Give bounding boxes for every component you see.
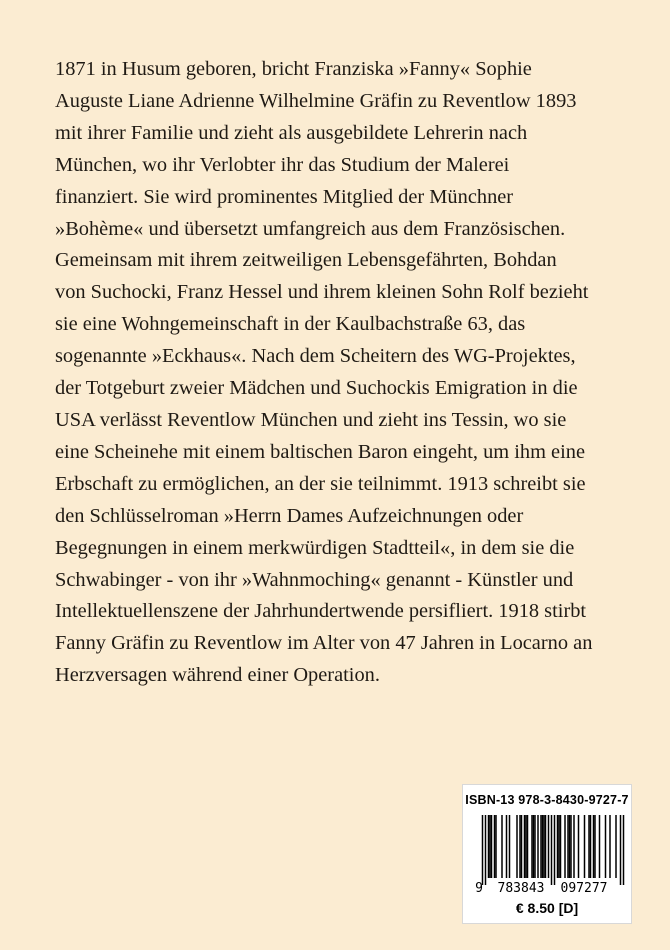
barcode-bar (570, 815, 572, 878)
barcode-bar (623, 815, 625, 885)
barcode-bar (584, 815, 586, 878)
barcode-bar (599, 815, 601, 878)
barcode-bar (516, 815, 518, 878)
blurb-line: finanziert. Sie wird prominentes Mitglied der Münchner (55, 185, 514, 208)
barcode-bar (489, 815, 491, 878)
isbn-label: ISBN-13 978-3-8430-9727-7 (465, 793, 629, 807)
barcode-bar (534, 815, 536, 878)
blurb-line: der Totgeburt zweier Mädchen und Suchockis Emigration in die (55, 377, 578, 400)
barcode-bar (569, 815, 571, 878)
barcode-bar (609, 815, 611, 878)
barcode-bar (557, 815, 559, 878)
barcode-bar (620, 815, 622, 885)
barcode-bar (509, 815, 511, 878)
barcode-bar (567, 815, 569, 878)
barcode-bar (525, 815, 527, 878)
barcode-bar (491, 815, 493, 878)
blurb-line: Gemeinsam mit ihrem zeitweiligen Lebensgefährten, Bohdan (55, 249, 557, 272)
barcode-bar (593, 815, 595, 878)
barcode-bar (578, 815, 580, 878)
barcode-bar (488, 815, 490, 878)
barcode-bar (588, 815, 590, 878)
barcode-digit-first: 9 (475, 881, 483, 895)
blurb-line: den Schlüsselroman »Herrn Dames Aufzeichnungen oder (55, 504, 524, 527)
barcode-bar (482, 815, 484, 885)
blurb-line: Schwabinger - von ihr »Wahnmoching« genannt - Künstler und (55, 568, 574, 591)
price-label: € 8.50 [D] (515, 900, 579, 916)
isbn-barcode-block (462, 784, 632, 924)
blurb-line: Herzversagen während einer Operation. (55, 664, 380, 687)
barcode-bar (564, 815, 566, 878)
blurb-line: Auguste Liane Adrienne Wilhelmine Gräfin zu Reventlow 1893 (55, 89, 577, 112)
blurb-line: USA verlässt Reventlow München und zieht ins Tessin, wo sie (55, 408, 567, 431)
barcode-bar (558, 815, 560, 878)
barcode-digits-right: 097277 (560, 881, 608, 895)
barcode-bar (485, 815, 487, 885)
barcode-bar (533, 815, 535, 878)
barcode-digits-left: 783843 (497, 881, 545, 895)
barcode-bar (543, 815, 545, 878)
blurb-line: Begegnungen in einem merkwürdigen Stadtteil«, in dem sie die (55, 536, 575, 559)
barcode-bar (590, 815, 592, 878)
blurb-line: »Bohème« und übersetzt umfangreich aus dem Französischen. (55, 217, 566, 240)
blurb-line: 1871 in Husum geboren, bricht Franziska »Fanny« Sophie (55, 58, 532, 80)
barcode-bar (519, 815, 521, 878)
blurb-line: Intellektuellenszene der Jahrhundertwende persifliert. 1918 stirbt (55, 600, 587, 623)
blurb-line: eine Scheinehe mit einem baltischen Baron eingeht, um ihm eine (55, 440, 585, 463)
back-cover-blurb (55, 54, 630, 692)
blurb-line: mit ihrer Familie und zieht als ausgebildete Lehrerin nach (55, 121, 528, 144)
barcode-bar (524, 815, 526, 878)
barcode-bar (521, 815, 523, 878)
barcode-bar (615, 815, 617, 878)
barcode-bar (531, 815, 533, 878)
barcode-bar (548, 815, 550, 878)
barcode-bar (560, 815, 562, 878)
barcode-bar (527, 815, 529, 878)
barcode-bar (495, 815, 497, 878)
barcode-bar (605, 815, 607, 878)
barcode-bar (494, 815, 496, 878)
blurb-line: sogenannte »Eckhaus«. Nach dem Scheitern des WG-Projektes, (55, 345, 576, 368)
blurb-line: Fanny Gräfin zu Reventlow im Alter von 47 Jahren in Locarno an (55, 632, 593, 655)
barcode-bar (542, 815, 544, 878)
blurb-line: von Suchocki, Franz Hessel und ihrem kleinen Sohn Rolf bezieht (55, 281, 589, 304)
blurb-line: Erbschaft zu ermöglichen, an der sie teilnimmt. 1913 schreibt sie (55, 472, 586, 495)
blurb-line: sie eine Wohngemeinschaft in der Kaulbachstraße 63, das (55, 313, 526, 336)
barcode-bar (545, 815, 547, 878)
barcode-bar (554, 815, 556, 885)
barcode-bar (551, 815, 553, 885)
barcode-bar (594, 815, 596, 878)
barcode-bar (540, 815, 542, 878)
barcode-bar (506, 815, 508, 878)
barcode-bar (501, 815, 503, 878)
blurb-line: München, wo ihr Verlobter ihr das Studium der Malerei (55, 153, 510, 176)
barcode-bar (573, 815, 575, 878)
barcode-bar (537, 815, 539, 878)
barcode-icon (463, 813, 631, 895)
